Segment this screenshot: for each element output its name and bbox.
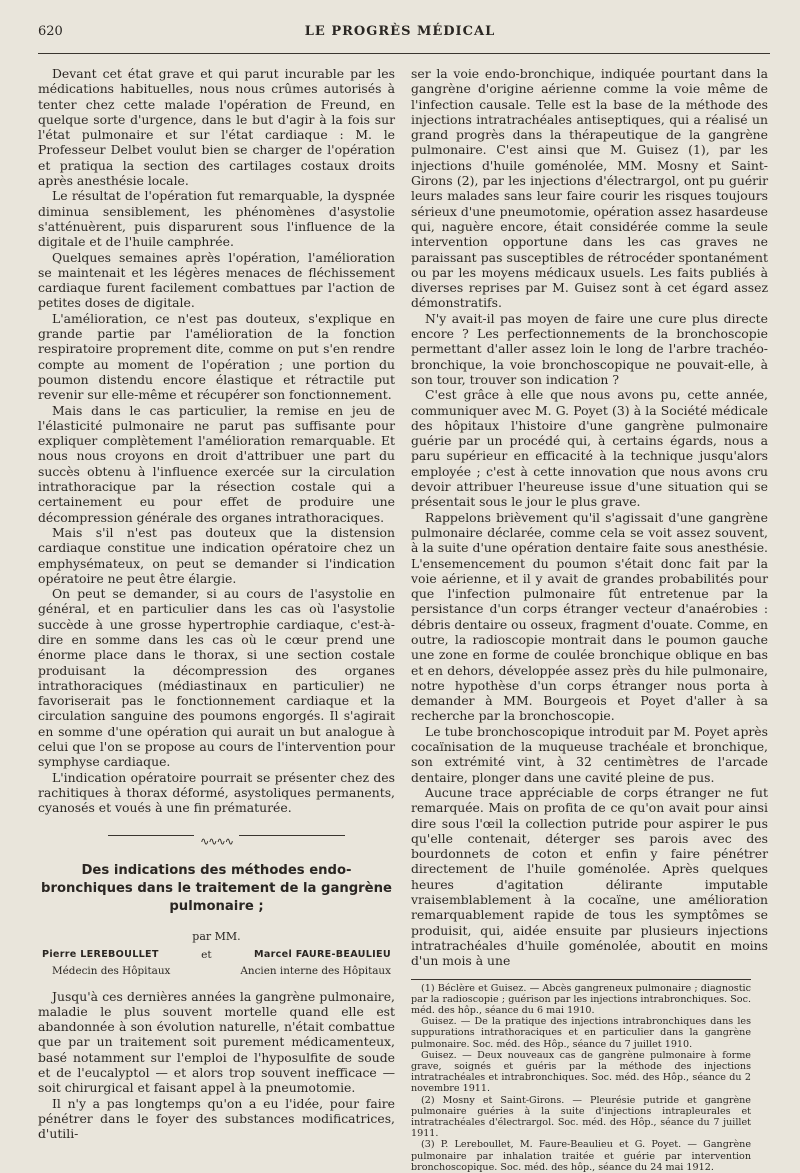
paragraph: N'y avait-il pas moyen de faire une cure plus directe encore ? Les perfectionnements de la bronchoscopie permettant d'aller assez loin le long de l'arbre trachéo-bronchique, la voie bronchoscopique ne pouvait-elle, à son tour, trouver son indication ?	[411, 310, 768, 387]
footnotes	[411, 979, 751, 1173]
paragraph: On peut se demander, si au cours de l'asystolie en général, et en particulier dans les cas où l'asystolie succède à une grosse hypertrophie cardiaque, c'est-à-dire en somme dans les cas où le cœur prend une énorme place dans le thorax, si une section costale produisant la décompression des organes intrathoraciques (médiastinaux en particulier) ne favoriserait pas le fonctionnement cardiaque et la circulation sanguine des poumons engorgés. Il s'agirait en somme d'une opération qui aurait un but analogue à celui que l'on se propose au cours de l'intervention pour symphyse cardiaque.	[38, 586, 395, 770]
paragraph: Mais s'il n'est pas douteux que la distension cardiaque constitue une indication opératoire chez un emphysémateux, on peut se demander si l'indication opératoire ne peut être élargie.	[38, 524, 395, 586]
journal-title: LE PROGRÈS MÉDICAL	[304, 24, 496, 39]
article-title: Des indications des méthodes endo-bronchiques dans le traitement de la gangrène pulmonaire ;	[41, 862, 392, 914]
footnote: (2) Mosny et Saint-Girons. — Pleurésie putride et gangrène pulmonaire guéries à la suite d'injections intrapleurales et intratrachéales d'électrargol. Soc. méd. des Hôp., séance du 7 juillet 1911.	[411, 1094, 751, 1140]
paragraph: Il n'y a pas longtemps qu'on a eu l'idée, pour faire pénétrer dans le foyer des substances modificatrices, d'utili-	[38, 1095, 395, 1142]
paragraph: ser la voie endo-bronchique, indiquée pourtant dans la gangrène d'origine aérienne comme la voie même de l'infection causale. Telle est la base de la méthode des injections intratrachéales antiseptiques, qui a réalisé un grand progrès dans la thérapeutique de la gangrène pulmonaire. C'est ainsi que M. Guisez (1), par les injections d'huile goménolée, MM. Mosny et Saint-Girons (2), par les injections d'électrargol, ont pu guérir leurs malades sans leur faire courir les risques toujours sérieux d'une pneumotomie, opération assez hasardeuse qui, naguère encore, était considérée comme la seule intervention opportune dans les cas graves ne paraissant pas susceptibles de rétrocéder spontanément ou par les moyens médicaux usuels. Les faits publiés à diverses reprises par M. Guisez sont à cet égard assez démonstratifs.	[411, 66, 768, 311]
author-affiliations	[52, 965, 391, 977]
affiliation-2: Ancien interne des Hôpitaux	[240, 964, 391, 977]
paragraph: C'est grâce à elle que nous avons pu, cette année, communiquer avec M. G. Poyet (3) à la Société médicale des hôpitaux l'histoire d'une gangrène pulmonaire guérie par un procédé qui, à certains égards, nous a paru supérieur en efficacité à la technique jusqu'alors employée ; c'est à cette innovation que nous avons cru devoir attribuer l'heureuse issue d'une situation qui se présentait sous le jour le plus grave.	[411, 387, 768, 510]
section-divider	[38, 830, 395, 848]
footnote: (1) Béclère et Guisez. — Abcès gangreneux pulmonaire ; diagnostic par la radioscopie ; guérison par les injections intrabronchiques. Soc. méd. des hôp., séance du 6 mai 1910.	[411, 982, 751, 1016]
paragraph: Jusqu'à ces dernières années la gangrène pulmonaire, maladie le plus souvent mortelle quand elle est abandonnée à son évolution naturelle, n'était combattue que par un traitement soit purement médicamenteux, basé notamment sur l'emploi de l'hyposulfite de soude et de l'eucalyptol — et alors trop souvent inefficace — soit chirurgical et faisant appel à la pneumotomie.	[38, 988, 395, 1096]
paragraph: Mais dans le cas particulier, la remise en jeu de l'élasticité pulmonaire ne parut pas suffisante pour expliquer complètement l'amélioration remarquable. Et nous nous croyons en droit d'attribuer une part du succès obtenu à l'influence exercée sur la circulation intrathoracique par la résection costale qui a certainement eu pour effet de produire une décompression générale des organes intrathoraciques.	[38, 402, 395, 525]
author-conjunction: et	[201, 948, 212, 961]
running-header	[38, 24, 770, 54]
footnote: (3) P. Lereboullet, M. Faure-Beaulieu et G. Poyet. — Gangrène pulmonaire par inhalation traitée et guérie par intervention bronchoscopique. Soc. méd. des hôp., séance du 24 mai 1912.	[411, 1139, 751, 1173]
paragraph: Rappelons brièvement qu'il s'agissait d'une gangrène pulmonaire déclarée, comme cela se voit assez souvent, à la suite d'une opération dentaire faite sous anesthésie. L'ensemencement du poumon s'était donc fait par la voie aérienne, et il y avait de grandes probabilités pour que l'infection pulmonaire fût entretenue par la persistance d'un corps étranger vecteur d'anaérobies : débris dentaire ou osseux, fragment d'ouate. Comme, en outre, la radioscopie montrait dans le poumon gauche une zone en forme de coulée bronchique oblique en bas et en dehors, développée assez près du hile pulmonaire, notre hypothèse d'un corps étranger nous porta à demander à MM. Bourgeois et Poyet d'aller à sa recherche par la bronchoscopie.	[411, 509, 769, 724]
paragraph: L'amélioration, ce n'est pas douteux, s'explique en grande partie par l'amélioration de la fonction respiratoire proprement dite, comme on put s'en rendre compte au moment de l'opération ; une portion du poumon distendu encore élastique et rétractile put revenir sur elle-même et récupérer son fonctionnement.	[38, 310, 395, 403]
left-column	[38, 66, 395, 1173]
author-2: Marcel FAURE-BEAULIEU	[254, 948, 391, 960]
paragraph: Aucune trace appréciable de corps étranger ne fut remarquée. Mais on profita de ce qu'on avait pour ainsi dire sous l'œil la collection putride pour aspirer le pus qu'elle contenait, déterger ses parois avec des bourdonnets de coton et enfin y faire pénétrer directement de l'huile goménolée. Après quelques heures d'agitation délirante imputable vraisemblablement à la cocaïne, une amélioration remarquablement rapide de tous les symptômes se produisit, qui, aidée ensuite par plusieurs injections intratrachéales d'huile goménolée, aboutit en moins d'un mois à une	[411, 784, 768, 969]
text-columns	[38, 66, 770, 1173]
paragraph: L'indication opératoire pourrait se présenter chez des rachitiques à thorax déformé, asystoliques permanents, cyanosés et voués à une fin prématurée.	[38, 769, 395, 816]
author-names	[42, 949, 391, 961]
paragraph: Le tube bronchoscopique introduit par M. Poyet après cocaïnisation de la muqueuse trachéale et bronchique, son extrémité vint, à 32 centimètres de l'arcade dentaire, plonger dans une cavité pleine de pus.	[411, 723, 768, 785]
paragraph: Quelques semaines après l'opération, l'amélioration se maintenait et les légères menaces de fléchissement cardiaque furent facilement combattues par l'action de petites doses de digitale.	[38, 249, 395, 311]
byline: par MM.	[192, 929, 241, 943]
ornament-icon: ∿∿∿∿	[194, 835, 239, 848]
footnote: Guisez. — De la pratique des injections intrabronchiques dans les suppurations intrathoraciques et en particulier dans la gangrène pulmonaire. Soc. méd. des Hôp., séance du 7 juillet 1910.	[411, 1016, 751, 1050]
footnote: Guisez. — Deux nouveaux cas de gangrène pulmonaire à forme grave, soignés et guéris par la méthode des injections intratrachéales et intrabronchiques. Soc. méd. des Hôp., séance du 2 novembre 1911.	[411, 1049, 751, 1095]
right-column	[411, 66, 768, 1173]
page-number: 620	[38, 24, 63, 39]
paragraph: Le résultat de l'opération fut remarquable, la dyspnée diminua sensiblement, les phénomènes d'asystolie s'atténuèrent, puis disparurent sous l'influence de la digitale et de l'huile camphrée.	[38, 188, 395, 250]
author-1: Pierre LEREBOULLET	[42, 948, 159, 960]
affiliation-1: Médecin des Hôpitaux	[52, 964, 171, 977]
paragraph: Devant cet état grave et qui parut incurable par les médications habituelles, nous nous crûmes autorisés à tenter chez cette malade l'opération de Freund, en quelque sorte d'urgence, dans le but d'agir à la fois sur l'état pulmonaire et sur l'état cardiaque : M. le Professeur Delbet voulut bien se charger de l'opération et pratiqua la section des cartilages costaux droits après anesthésie locale.	[38, 66, 395, 189]
